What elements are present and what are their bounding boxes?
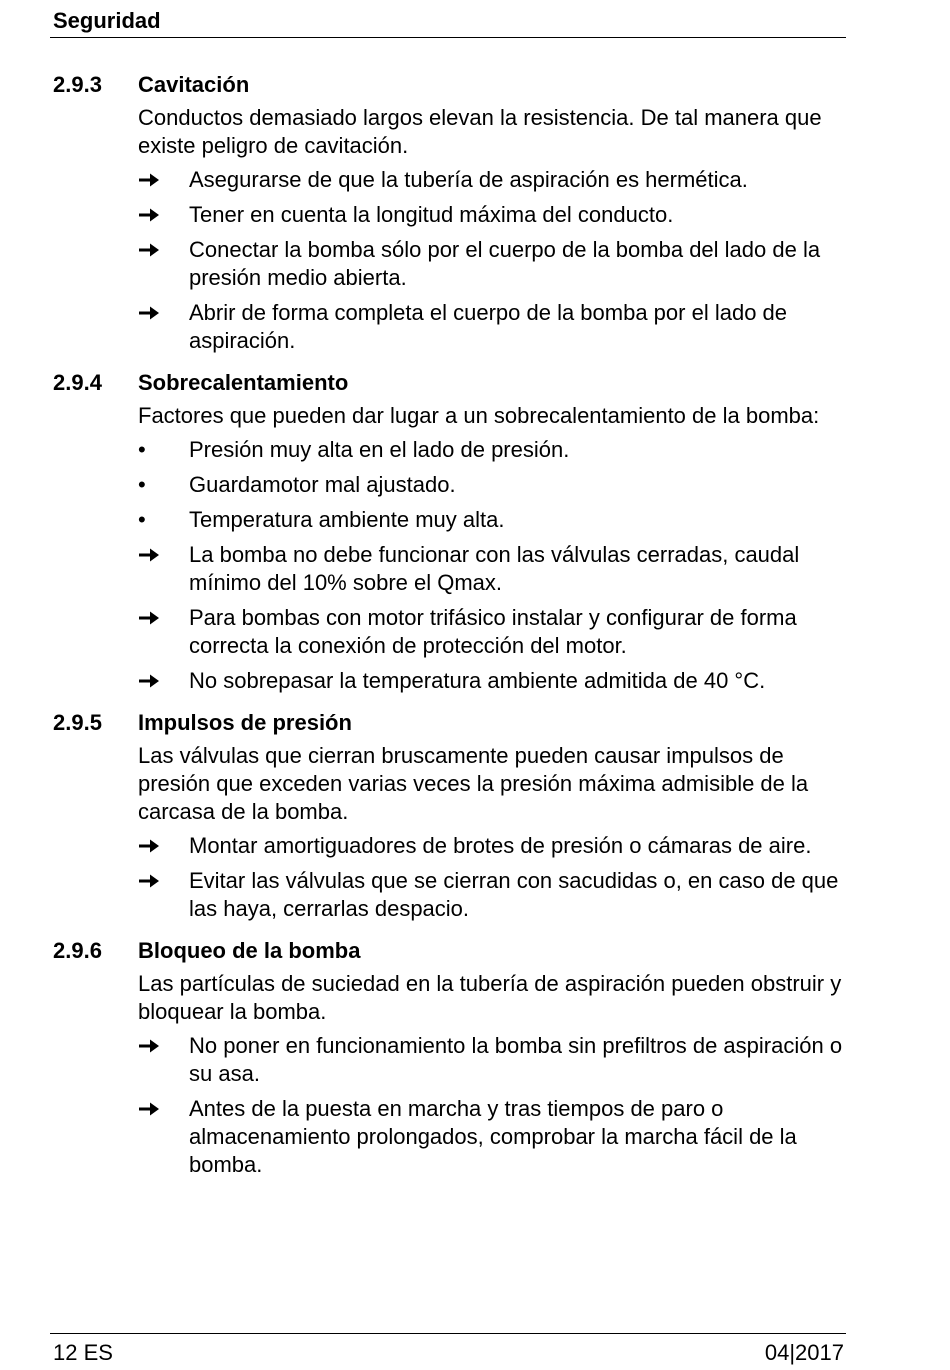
list-item bbox=[0, 506, 950, 534]
instruction-item bbox=[0, 832, 950, 860]
item-text: Montar amortiguadores de brotes de presión o cámaras de aire. bbox=[189, 833, 812, 858]
section-title: Bloqueo de la bomba bbox=[138, 938, 361, 963]
page-number: 12 ES bbox=[53, 1340, 113, 1365]
instruction-list bbox=[0, 166, 950, 355]
instruction-item bbox=[0, 541, 950, 597]
arrow-right-icon bbox=[138, 667, 168, 689]
arrow-right-icon bbox=[138, 299, 168, 321]
arrow-right-icon bbox=[138, 832, 168, 854]
document-body bbox=[0, 70, 950, 1192]
instruction-item bbox=[0, 667, 950, 695]
item-text: Abrir de forma completa el cuerpo de la bomba por el lado de aspiración. bbox=[189, 300, 788, 353]
instruction-item bbox=[0, 604, 950, 660]
item-text: Evitar las válvulas que se cierran con sacudidas o, en caso de que las haya, cerrarlas despacio. bbox=[189, 868, 839, 921]
item-text: Presión muy alta en el lado de presión. bbox=[189, 437, 570, 462]
instruction-item bbox=[0, 201, 950, 229]
section-heading bbox=[0, 70, 950, 100]
arrow-right-icon bbox=[138, 1032, 168, 1054]
instruction-item bbox=[0, 299, 950, 355]
instruction-item bbox=[0, 1032, 950, 1088]
footer-divider bbox=[50, 1333, 846, 1334]
section-number: 2.9.3 bbox=[53, 72, 102, 97]
section-number: 2.9.4 bbox=[53, 370, 102, 395]
instruction-list bbox=[0, 832, 950, 923]
section-title: Sobrecalentamiento bbox=[138, 370, 349, 395]
item-text: Conectar la bomba sólo por el cuerpo de la bomba del lado de la presión medio abierta. bbox=[189, 237, 821, 290]
section-2-9-6 bbox=[0, 936, 950, 1179]
arrow-right-icon bbox=[138, 201, 168, 223]
section-title: Cavitación bbox=[138, 72, 250, 97]
instruction-item bbox=[0, 166, 950, 194]
section-2-9-5 bbox=[0, 708, 950, 923]
header-divider bbox=[50, 37, 846, 38]
instruction-item bbox=[0, 236, 950, 292]
arrow-right-icon bbox=[138, 867, 168, 889]
section-title: Impulsos de presión bbox=[138, 710, 352, 735]
section-number: 2.9.5 bbox=[53, 710, 102, 735]
arrow-right-icon bbox=[138, 541, 168, 563]
instruction-list bbox=[0, 1032, 950, 1179]
bullet-marker: • bbox=[138, 507, 146, 532]
item-text: No sobrepasar la temperatura ambiente admitida de 40 °C. bbox=[189, 668, 766, 693]
section-intro: Factores que pueden dar lugar a un sobrecalentamiento de la bomba: bbox=[138, 403, 820, 428]
list-item bbox=[0, 471, 950, 499]
item-text: Antes de la puesta en marcha y tras tiempos de paro o almacenamiento prolongados, comprobar la marcha fácil de la bomba. bbox=[189, 1096, 797, 1177]
instruction-item bbox=[0, 1095, 950, 1179]
section-intro: Las válvulas que cierran bruscamente pueden causar impulsos de presión que exceden varias veces la presión máxima admisible de la carcasa de la bomba. bbox=[138, 743, 809, 824]
arrow-right-icon bbox=[138, 166, 168, 188]
item-text: Para bombas con motor trifásico instalar y configurar de forma correcta la conexión de protección del motor. bbox=[189, 605, 797, 658]
bullet-marker: • bbox=[138, 437, 146, 462]
item-text: Asegurarse de que la tubería de aspiración es hermética. bbox=[189, 167, 748, 192]
bullet-marker: • bbox=[138, 472, 146, 497]
section-heading bbox=[0, 708, 950, 738]
page-header-title: Seguridad bbox=[53, 8, 161, 33]
instruction-list bbox=[0, 436, 950, 695]
arrow-right-icon bbox=[138, 1095, 168, 1117]
arrow-right-icon bbox=[138, 236, 168, 258]
section-intro: Conductos demasiado largos elevan la resistencia. De tal manera que existe peligro de cavitación. bbox=[138, 105, 822, 158]
section-2-9-4 bbox=[0, 368, 950, 695]
section-heading bbox=[0, 368, 950, 398]
list-item bbox=[0, 436, 950, 464]
item-text: Guardamotor mal ajustado. bbox=[189, 472, 456, 497]
arrow-right-icon bbox=[138, 604, 168, 626]
item-text: No poner en funcionamiento la bomba sin prefiltros de aspiración o su asa. bbox=[189, 1033, 843, 1086]
section-heading bbox=[0, 936, 950, 966]
section-intro: Las partículas de suciedad en la tubería de aspiración pueden obstruir y bloquear la bomba. bbox=[138, 971, 842, 1024]
instruction-item bbox=[0, 867, 950, 923]
section-2-9-3 bbox=[0, 70, 950, 355]
section-number: 2.9.6 bbox=[53, 938, 102, 963]
document-date: 04|2017 bbox=[764, 1340, 844, 1365]
item-text: Tener en cuenta la longitud máxima del conducto. bbox=[189, 202, 674, 227]
item-text: La bomba no debe funcionar con las válvulas cerradas, caudal mínimo del 10% sobre el Qmax. bbox=[189, 542, 800, 595]
item-text: Temperatura ambiente muy alta. bbox=[189, 507, 505, 532]
